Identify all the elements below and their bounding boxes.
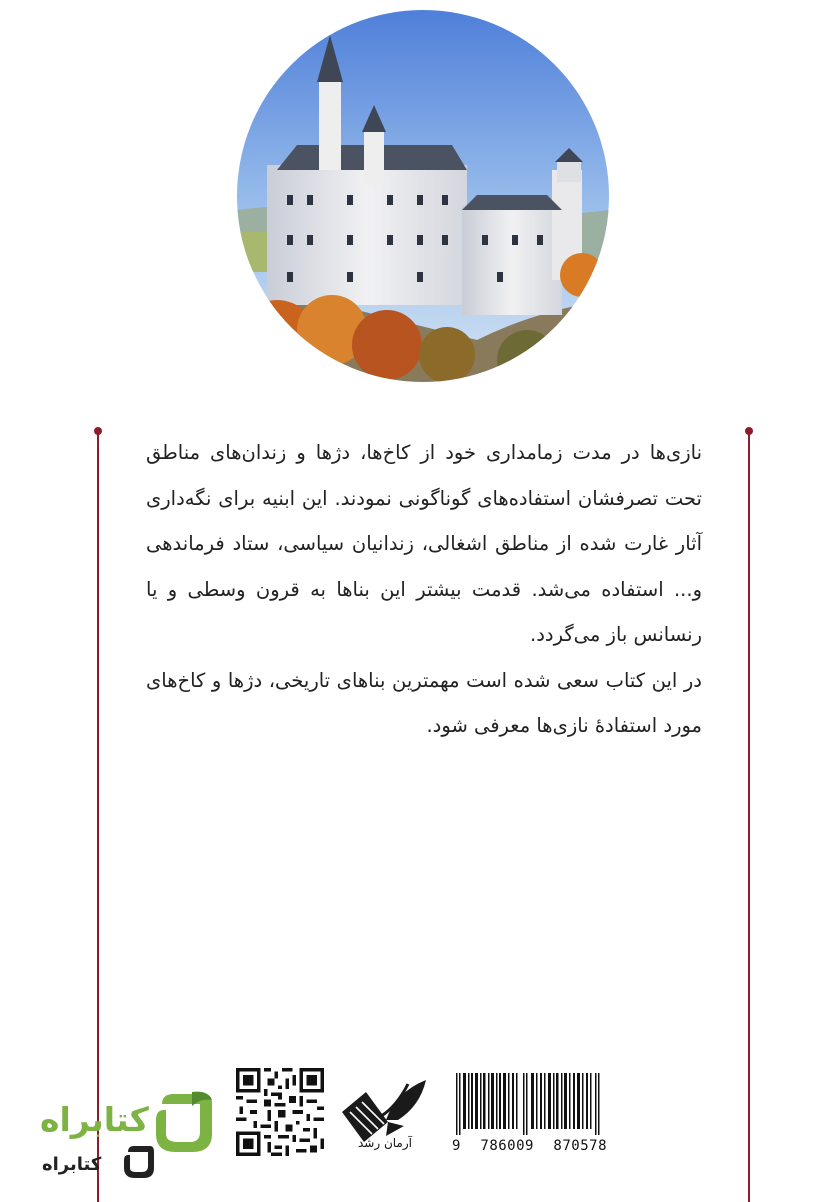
logo-text: کتابراه: [40, 1100, 149, 1139]
isbn-lead-digit: 9: [452, 1138, 461, 1154]
ketabrah-leaf-icon: [152, 1090, 214, 1156]
qr-code-icon: [236, 1068, 324, 1156]
ketabrah-small-leaf-icon: [122, 1144, 156, 1180]
logo-text-small: کتابراه: [42, 1154, 102, 1175]
frame-line-right: [748, 432, 750, 1202]
cover-photo-castle: [237, 10, 609, 382]
back-cover-description: [146, 430, 702, 749]
isbn-group-1: 786009: [480, 1138, 534, 1154]
publisher-name: آرمان رشد: [358, 1136, 412, 1150]
isbn-number: [452, 1138, 607, 1154]
description-paragraph-1: نازی‌ها در مدت زمامداری خود از کاخ‌ها، دژها و زندان‌های مناطق تحت تصرفشان استفاده‌های گوناگونی نمودند. این ابنیه برای نگه‌داری آثار غارت شده از مناطق اشغالی، زندانیان سیاسی، ستاد فرماندهی و... استفاده می‌شد. قدمت بیشتر این بناها به قرون وسطی و یا رنسانس باز می‌گردد.: [146, 441, 702, 646]
ketabrah-logo: [40, 1082, 215, 1192]
isbn-barcode: [452, 1073, 607, 1135]
isbn-group-2: 870578: [553, 1138, 607, 1154]
description-paragraph-2: در این کتاب سعی شده است مهمترین بناهای تاریخی، دژها و کاخ‌های مورد استفادهٔ نازی‌ها معرفی شود.: [146, 668, 702, 737]
